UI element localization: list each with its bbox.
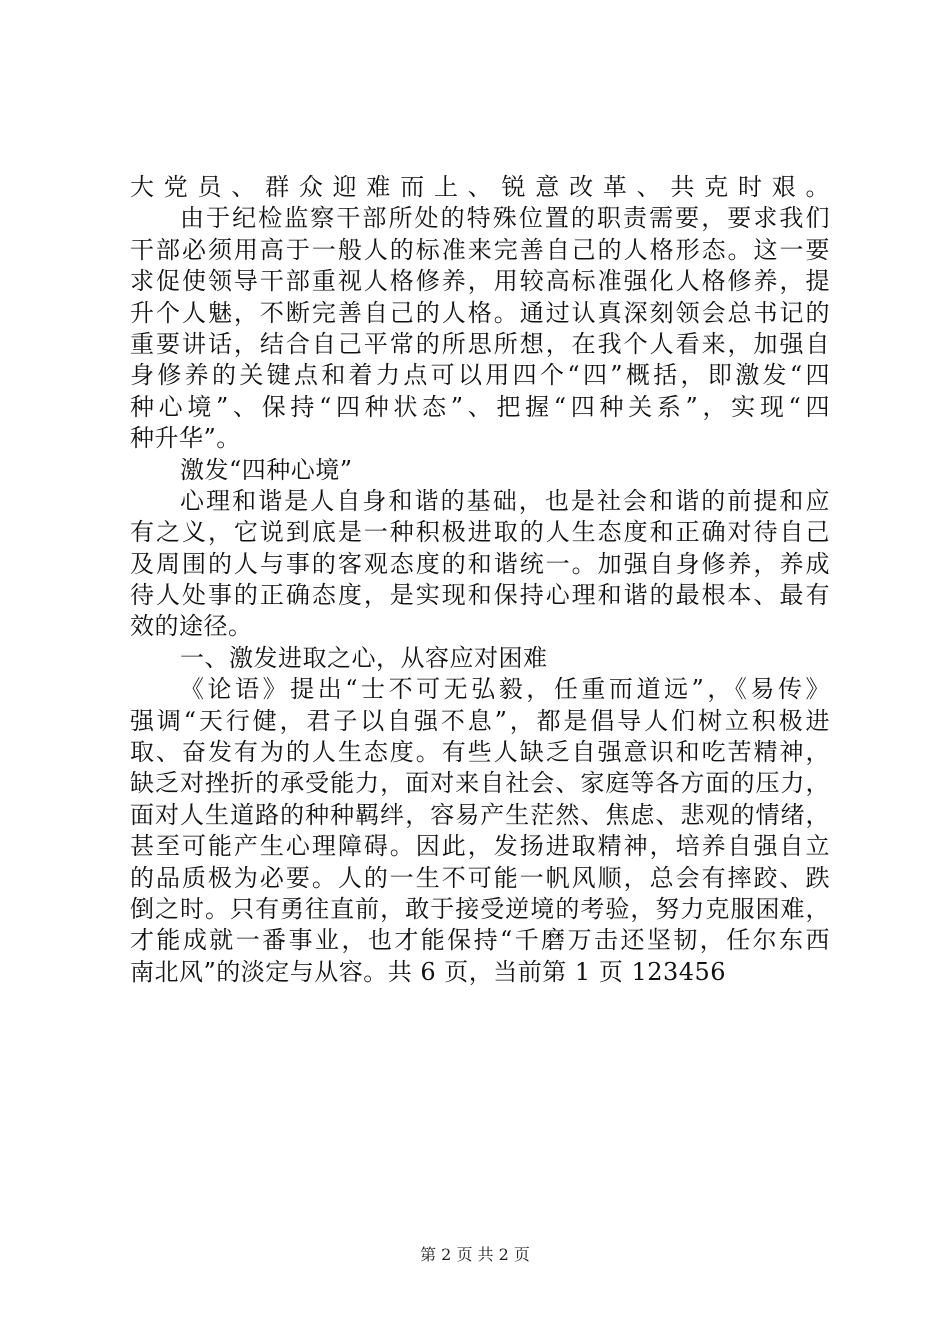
text-line: 求促使领导干部重视人格修养，用较高标准强化人格修养，提: [130, 267, 830, 296]
text-line: 强调“天行健，君子以自强不息”，都是倡导人们树立积极进: [130, 706, 830, 735]
text-line: 身修养的关键点和着力点可以用四个“四”概括，即激发“四: [130, 361, 830, 390]
paragraph-end-line: 种升华”。: [130, 424, 241, 453]
text-line: 缺乏对挫折的承受能力，面对来自社会、家庭等各方面的压力，: [130, 769, 830, 798]
paragraph-end-line: 效的途径。: [130, 612, 253, 641]
text-line: 取、奋发有为的人生态度。有些人缺乏自强意识和吃苦精神，: [130, 738, 830, 767]
text-line: 有之义，它说到底是一种积极进取的人生态度和正确对待自己: [130, 518, 830, 547]
section-heading: 激发“四种心境”: [180, 455, 353, 484]
text-line: 待人处事的正确态度，是实现和保持心理和谐的最根本、最有: [130, 581, 830, 610]
paragraph-start-line: 《论语》提出“士不可无弘毅，任重而道远”，《易传》: [180, 675, 830, 704]
text-line: 干部必须用高于一般人的标准来完善自己的人格形态。这一要: [130, 235, 830, 264]
text-line: 升个人魅，不断完善自己的人格。通过认真深刻领会总书记的: [130, 298, 830, 327]
text-line: 重要讲话，结合自己平常的所思所想，在我个人看来，加强自: [130, 329, 830, 358]
text-line: 种心境”、保持“四种状态”、把握“四种关系”，实现“四: [130, 392, 830, 421]
text-line: 大党员、群众迎难而上、锐意改革、共克时艰。: [130, 173, 830, 201]
text-line: 面对人生道路的种种羁绊，容易产生茫然、焦虑、悲观的情绪，: [130, 800, 830, 829]
text-line: 及周围的人与事的客观态度的和谐统一。加强自身修养，养成: [130, 549, 830, 578]
text-line: 才能成就一番事业，也才能保持“千磨万击还坚韧，任尔东西: [130, 926, 830, 955]
document-body: [130, 172, 830, 988]
paragraph-start-line: 由于纪检监察干部所处的特殊位置的职责需要，要求我们: [180, 204, 830, 233]
paragraph-end-line: 南北风”的淡定与从容。共 6 页，当前第 1 页 123456: [130, 957, 727, 986]
text-line: 倒之时。只有勇往直前，敢于接受逆境的考验，努力克服困难，: [130, 894, 830, 923]
text-line: 的品质极为必要。人的一生不可能一帆风顺，总会有摔跤、跌: [130, 863, 830, 892]
page-footer: 第 2 页 共 2 页: [420, 1245, 530, 1264]
paragraph-start-line: 心理和谐是人自身和谐的基础，也是社会和谐的前提和应: [180, 486, 830, 515]
subsection-heading: 一、激发进取之心，从容应对困难: [180, 643, 548, 672]
text-line: 甚至可能产生心理障碍。因此，发扬进取精神，培养自强自立: [130, 832, 830, 861]
